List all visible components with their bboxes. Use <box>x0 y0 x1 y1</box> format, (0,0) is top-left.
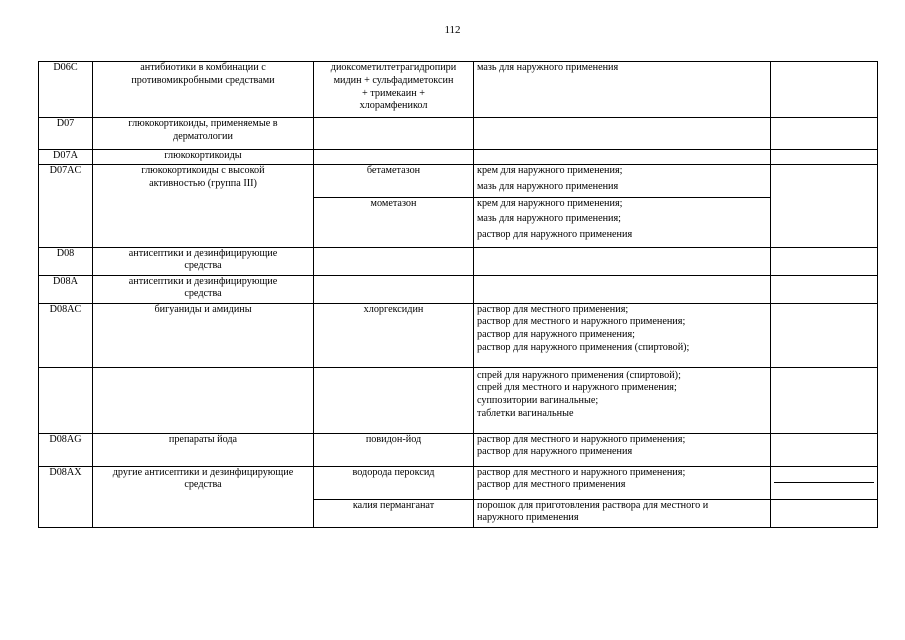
dosage-form-cell: раствор для местного и наружного применения; раствор для местного применения <box>474 466 771 499</box>
dosage-form-cell: спрей для наружного применения (спиртовой); спрей для местного и наружного применения; суппозитории вагинальные; таблетки вагинальные <box>474 367 771 433</box>
dosage-form-cell <box>474 150 771 165</box>
drug-name-cell: мометазон <box>314 197 474 247</box>
atc-code-cell: D08AC <box>39 303 93 367</box>
drug-name-cell <box>314 118 474 150</box>
empty-cell <box>771 303 878 367</box>
atc-code-cell: D07 <box>39 118 93 150</box>
empty-cell <box>771 165 878 248</box>
drug-name-cell: бетаметазон <box>314 165 474 198</box>
empty-cell <box>771 150 878 165</box>
empty-cell <box>771 247 878 275</box>
dosage-form-cell: мазь для наружного применения <box>474 62 771 118</box>
empty-cell <box>771 275 878 303</box>
table-row <box>39 303 878 367</box>
table-row <box>39 466 878 499</box>
empty-cell <box>771 62 878 118</box>
atc-code-cell: D06C <box>39 62 93 118</box>
group-name-cell: глюкокортикоиды <box>93 150 314 165</box>
drug-table <box>38 61 878 528</box>
drug-name-cell <box>314 247 474 275</box>
atc-code-cell: D07A <box>39 150 93 165</box>
group-name-cell: антисептики и дезинфицирующие средства <box>93 275 314 303</box>
empty-cell <box>771 466 878 499</box>
drug-name-cell: водорода пероксид <box>314 466 474 499</box>
drug-name-cell: калия перманганат <box>314 499 474 527</box>
group-name-cell: глюкокортикоиды с высокой активностью (группа III) <box>93 165 314 248</box>
drug-name-cell <box>314 275 474 303</box>
dosage-form-cell <box>474 118 771 150</box>
drug-name-cell: хлоргексидин <box>314 303 474 367</box>
group-name-cell: препараты йода <box>93 433 314 466</box>
dosage-form-cell <box>474 247 771 275</box>
atc-code-cell <box>39 367 93 433</box>
empty-cell <box>771 118 878 150</box>
dosage-form-cell: крем для наружного применения; мазь для наружного применения <box>474 165 771 198</box>
table-row <box>39 367 878 433</box>
group-name-cell: другие антисептики и дезинфицирующие средства <box>93 466 314 527</box>
empty-cell <box>771 433 878 466</box>
dosage-form-cell: раствор для местного применения; раствор для местного и наружного применения; раствор для наружного применения; раствор для наружного применения (спиртовой); <box>474 303 771 367</box>
table-row <box>39 247 878 275</box>
drug-name-cell <box>314 150 474 165</box>
table-row <box>39 433 878 466</box>
group-name-cell: антибиотики в комбинации с противомикробными средствами <box>93 62 314 118</box>
table-row <box>39 62 878 118</box>
dosage-form-cell <box>474 275 771 303</box>
dosage-form-cell: крем для наружного применения; мазь для наружного применения; раствор для наружного применения <box>474 197 771 247</box>
atc-code-cell: D08AX <box>39 466 93 527</box>
empty-cell <box>771 367 878 433</box>
drug-name-cell: диоксометилтетрагидропири мидин + сульфадиметоксин + тримекаин + хлорамфеникол <box>314 62 474 118</box>
dosage-form-cell: раствор для местного и наружного применения; раствор для наружного применения <box>474 433 771 466</box>
atc-code-cell: D08A <box>39 275 93 303</box>
table-row <box>39 165 878 198</box>
table-row <box>39 118 878 150</box>
table-row <box>39 275 878 303</box>
atc-code-cell: D08 <box>39 247 93 275</box>
group-name-cell: бигуаниды и амидины <box>93 303 314 367</box>
group-name-cell: антисептики и дезинфицирующие средства <box>93 247 314 275</box>
atc-code-cell: D08AG <box>39 433 93 466</box>
group-name-cell: глюкокортикоиды, применяемые в дерматологии <box>93 118 314 150</box>
drug-name-cell: повидон-йод <box>314 433 474 466</box>
atc-code-cell: D07AC <box>39 165 93 248</box>
empty-cell <box>771 499 878 527</box>
drug-name-cell <box>314 367 474 433</box>
table-row <box>39 150 878 165</box>
group-name-cell <box>93 367 314 433</box>
page-number: 112 <box>444 24 461 36</box>
dosage-form-cell: порошок для приготовления раствора для местного и наружного применения <box>474 499 771 527</box>
